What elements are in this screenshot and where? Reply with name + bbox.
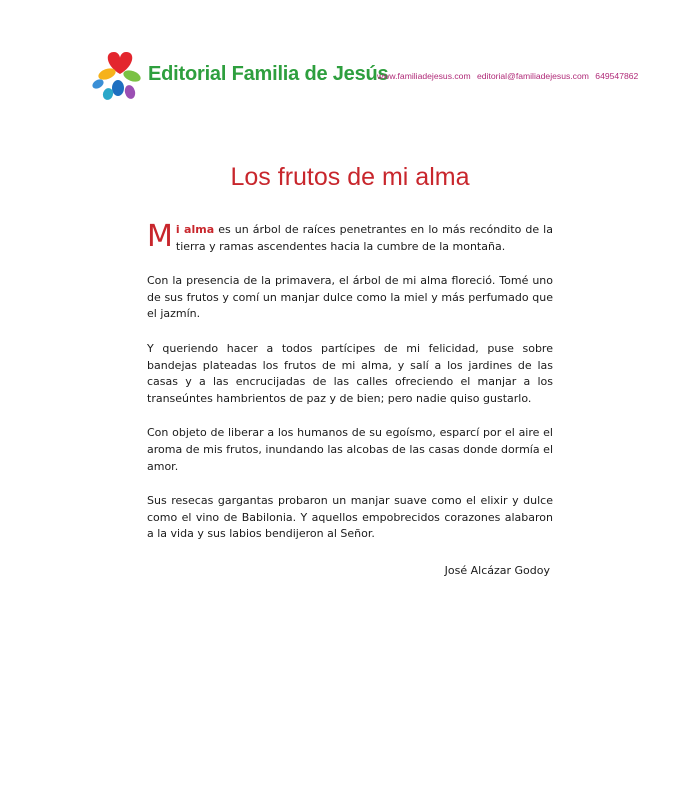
website-link[interactable]: www.familiadejesus.com <box>377 71 471 81</box>
email-link[interactable]: editorial@familiadejesus.com <box>477 71 589 81</box>
paragraph-1 <box>147 219 553 255</box>
family-hands-heart-logo <box>92 44 148 102</box>
paragraph-2: Con la presencia de la primavera, el árbol de mi alma floreció. Tomé uno de sus frutos y comí un manjar dulce como la miel y más perfumado que el jazmín. <box>147 274 553 321</box>
page-title: Los frutos de mi alma <box>230 162 470 191</box>
paragraph-4: Con objeto de liberar a los humanos de su egoísmo, esparcí por el aire el aroma de mis frutos, inundando las alcobas de las casas donde dormía el amor. <box>147 426 553 473</box>
phone-number: 649547862 <box>595 71 639 81</box>
author-signature: José Alcázar Godoy <box>444 564 550 577</box>
paragraph-5: Sus resecas gargantas probaron un manjar suave como el elixir y dulce como el vino de Babilonia. Y aquellos empobrecidos corazones alabaron a la vida y sus labios bendijeron al Señor. <box>147 494 553 541</box>
paragraph-3: Y queriendo hacer a todos partícipes de mi felicidad, puse sobre bandejas plateadas los frutos de mi alma, y salí a los jardines de las casas y a las encrucijadas de las calles ofreciendo el manjar a los transeúntes hambrientos de paz y de bien; pero nadie quiso gustarlo. <box>147 341 553 405</box>
lead-word: i alma <box>175 223 215 236</box>
brand-name: Editorial Familia de Jesús <box>148 63 389 85</box>
paragraph-1-text: es un árbol de raíces penetrantes en lo más recóndito de la tierra y ramas ascendentes hacia la cumbre de la montaña. <box>175 223 553 253</box>
header <box>92 44 652 108</box>
drop-cap: M <box>147 219 173 254</box>
poem-body <box>147 219 553 561</box>
contact-info <box>377 71 642 81</box>
